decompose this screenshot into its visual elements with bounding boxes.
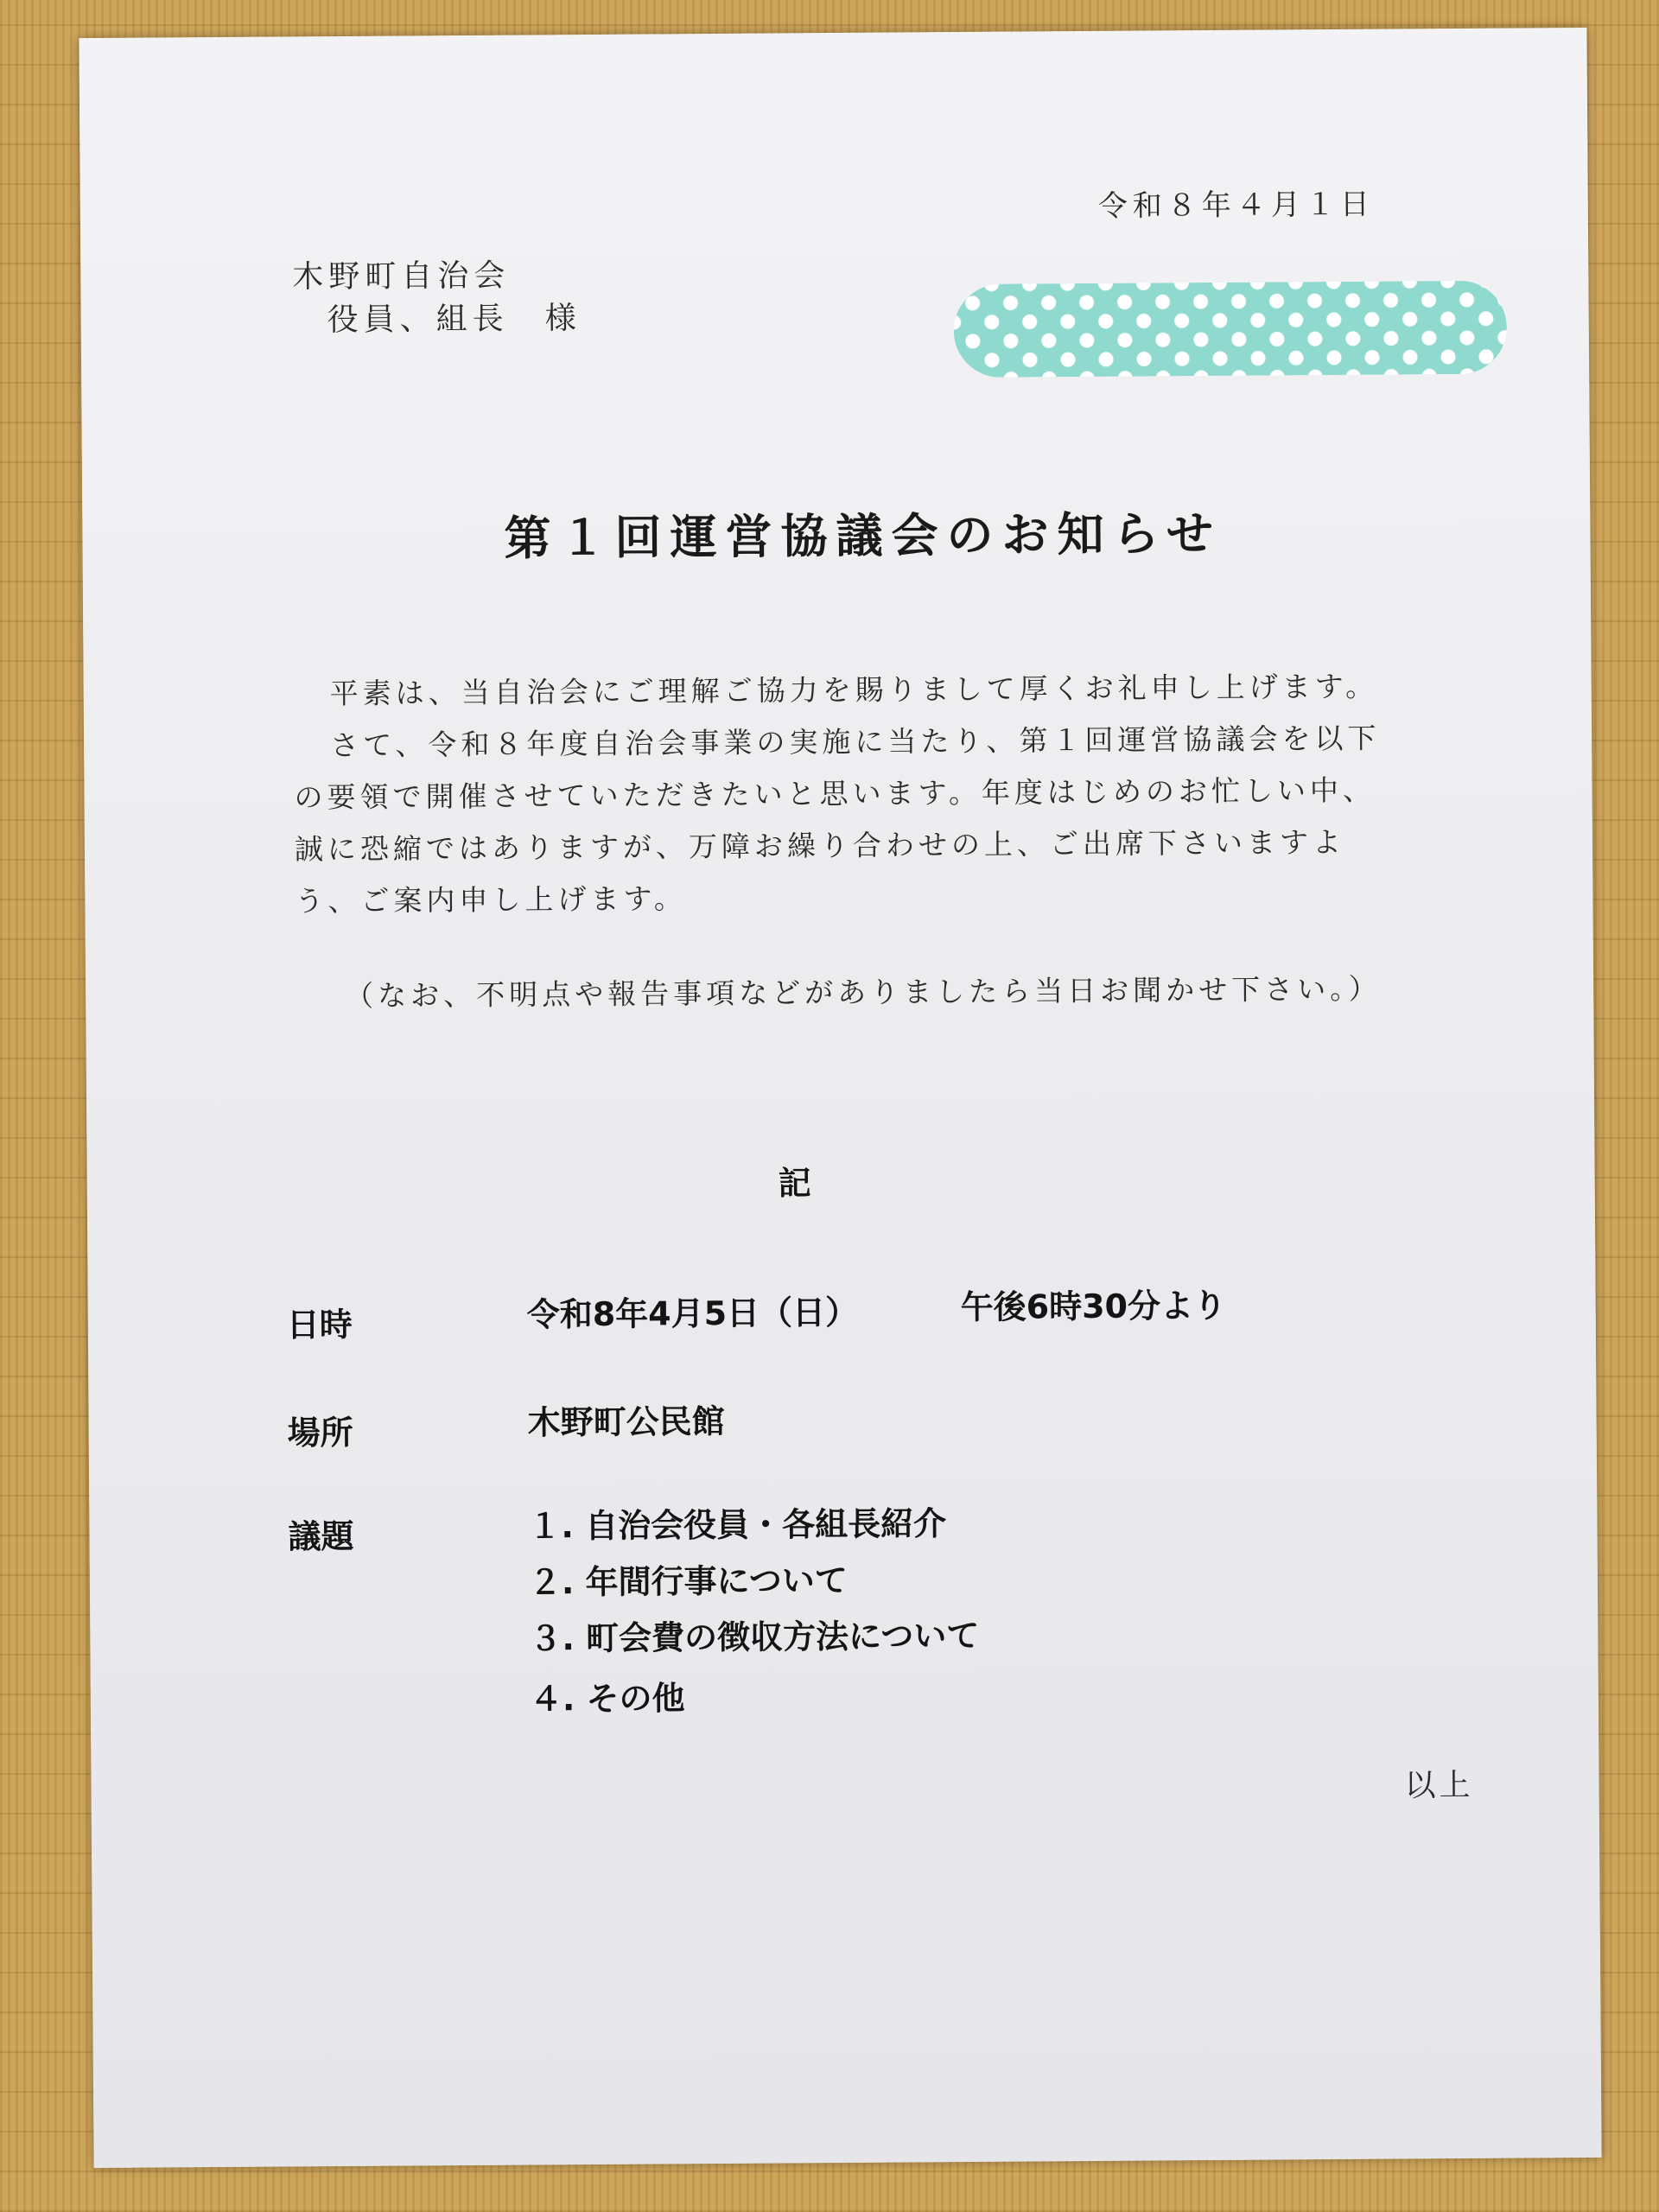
agenda-item-2: ２. 年間行事について bbox=[528, 1560, 848, 1602]
addressee-organization: 木野町自治会 bbox=[292, 257, 511, 296]
datetime-value: 令和8年4月5日（日） bbox=[526, 1293, 859, 1334]
addressee-recipients: 役員、組長 様 bbox=[327, 301, 582, 339]
place-value: 木野町公民館 bbox=[527, 1402, 725, 1442]
place-label: 場所 bbox=[287, 1413, 353, 1452]
agenda-item-1: １. 自治会役員・各組長紹介 bbox=[528, 1504, 947, 1546]
time-value: 午後6時30分より bbox=[960, 1286, 1227, 1327]
redacted-sender-sticker bbox=[953, 281, 1507, 378]
agenda-item-4: ４. その他 bbox=[529, 1679, 685, 1719]
body-line-2: さて、令和８年度自治会事業の実施に当たり、第１回運営協議会を以下 bbox=[330, 721, 1381, 763]
body-line-3: の要領で開催させていただきたいと思います。年度はじめのお忙しい中、 bbox=[294, 772, 1376, 815]
document-title: 第１回運営協議会のお知らせ bbox=[504, 505, 1223, 566]
body-line-1: 平素は、当自治会にご理解ご協力を賜りまして厚くお礼申し上げます。 bbox=[329, 669, 1379, 711]
closing-mark: 以上 bbox=[1404, 1767, 1474, 1804]
document-date: 令和８年４月１日 bbox=[1097, 187, 1375, 224]
note-line: （なお、不明点や報告事項などがありましたら当日お聞かせ下さい。） bbox=[345, 971, 1382, 1013]
paper-document bbox=[79, 28, 1601, 2168]
body-line-5: う、ご案内申し上げます。 bbox=[295, 881, 687, 918]
datetime-label: 日時 bbox=[286, 1305, 353, 1344]
body-line-4: 誠に恐縮ではありますが、万障お繰り合わせの上、ご出席下さいますよ bbox=[294, 824, 1346, 867]
agenda-label: 議題 bbox=[288, 1516, 354, 1556]
agenda-item-3: ３. 町会費の徴収方法について bbox=[529, 1616, 980, 1658]
ki-heading: 記 bbox=[778, 1164, 811, 1203]
